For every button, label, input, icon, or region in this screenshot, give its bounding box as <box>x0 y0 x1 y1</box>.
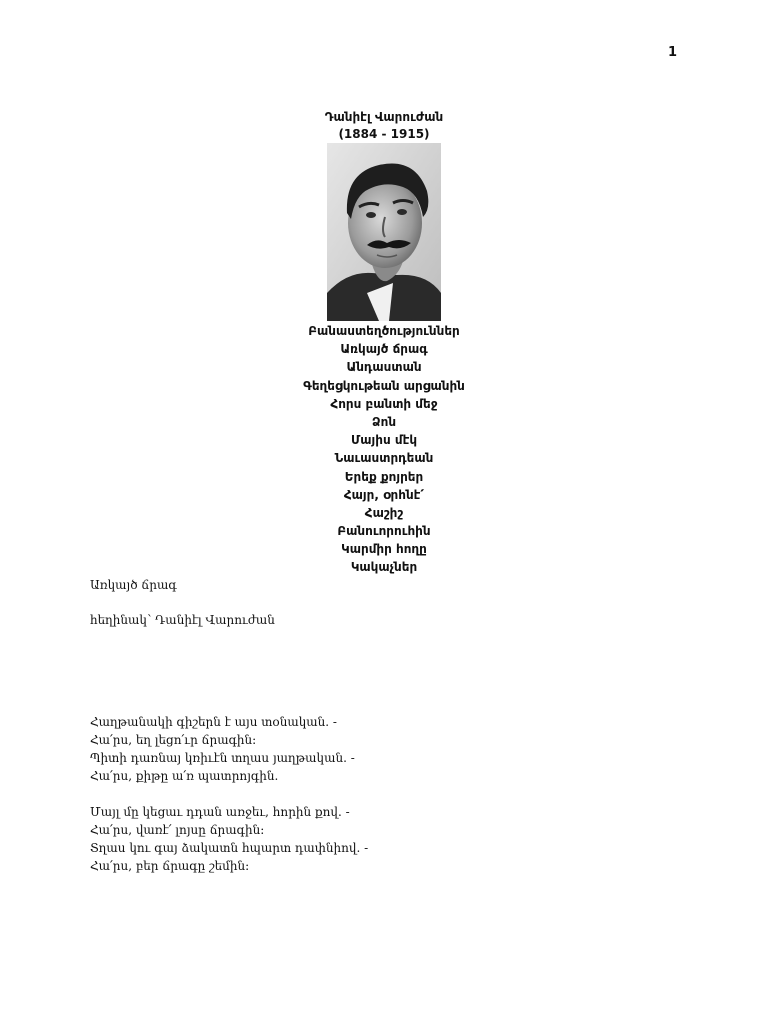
toc-item[interactable]: Նաւաստրդեան <box>334 451 434 466</box>
poem-line: Հաղթանակի գիշերն է այս տօնական. - <box>90 715 337 729</box>
poem-line: Հա՛րս, բեր ճրագը շեմին։ <box>90 859 250 873</box>
toc-item[interactable]: Մայիս մէկ <box>350 433 418 448</box>
poem-line: Պիտի դառնայ կռիւէն տղաս յաղթական. - <box>90 751 355 765</box>
author-portrait <box>327 143 441 321</box>
poem-byline: հեղինակ՝ Դանիէլ Վարուժան <box>90 613 275 627</box>
toc-item[interactable]: Կակաչներ <box>350 560 418 575</box>
document-header <box>0 109 768 143</box>
poem-stanza <box>90 803 368 875</box>
toc-item[interactable]: Ձոն <box>371 414 397 429</box>
toc-item[interactable]: Անդաստան <box>346 360 422 375</box>
poem-line: Հա՛րս, վառէ՛ լոյսը ճրագին։ <box>90 823 265 837</box>
toc-item[interactable]: Կարմիր հողը <box>341 542 427 557</box>
toc-item[interactable]: Հայր, օրհնէ՛ <box>343 487 425 502</box>
toc-item[interactable]: Առկայծ ճրագ <box>340 342 428 357</box>
poem-line: Տղաս կու գայ ձակատն հպարտ դափնիով. - <box>90 841 369 855</box>
toc-item[interactable]: Հորս բանտի մեջ <box>330 396 438 411</box>
toc-item[interactable]: Բանուորուհին <box>337 524 431 539</box>
poem-stanza <box>90 713 355 785</box>
toc-item[interactable]: Երեք քոյրեր <box>344 469 424 484</box>
poem-title: Առկայծ ճրագ <box>90 578 177 592</box>
poem-line: Հա՛րս, քիթը ա՛ռ պատրոյգին. <box>90 769 279 783</box>
toc-item[interactable]: Բանաստեղծություններ <box>308 324 460 338</box>
author-years: (1884 - 1915) <box>338 127 430 141</box>
page-number: 1 <box>668 45 678 60</box>
poem-line: Մայլ մը կեցաւ դդան առջեւ, հորին քով. - <box>90 805 350 819</box>
author-name: Դանիէլ Վարուժան <box>324 110 444 124</box>
toc-item[interactable]: Հաշիշ <box>364 505 404 520</box>
poem-line: Հա՛րս, եղ լեցո՛ւր ճրագին։ <box>90 733 257 747</box>
table-of-contents <box>0 322 768 577</box>
toc-item[interactable]: Գեղեցկութեան արցանին <box>303 378 465 393</box>
